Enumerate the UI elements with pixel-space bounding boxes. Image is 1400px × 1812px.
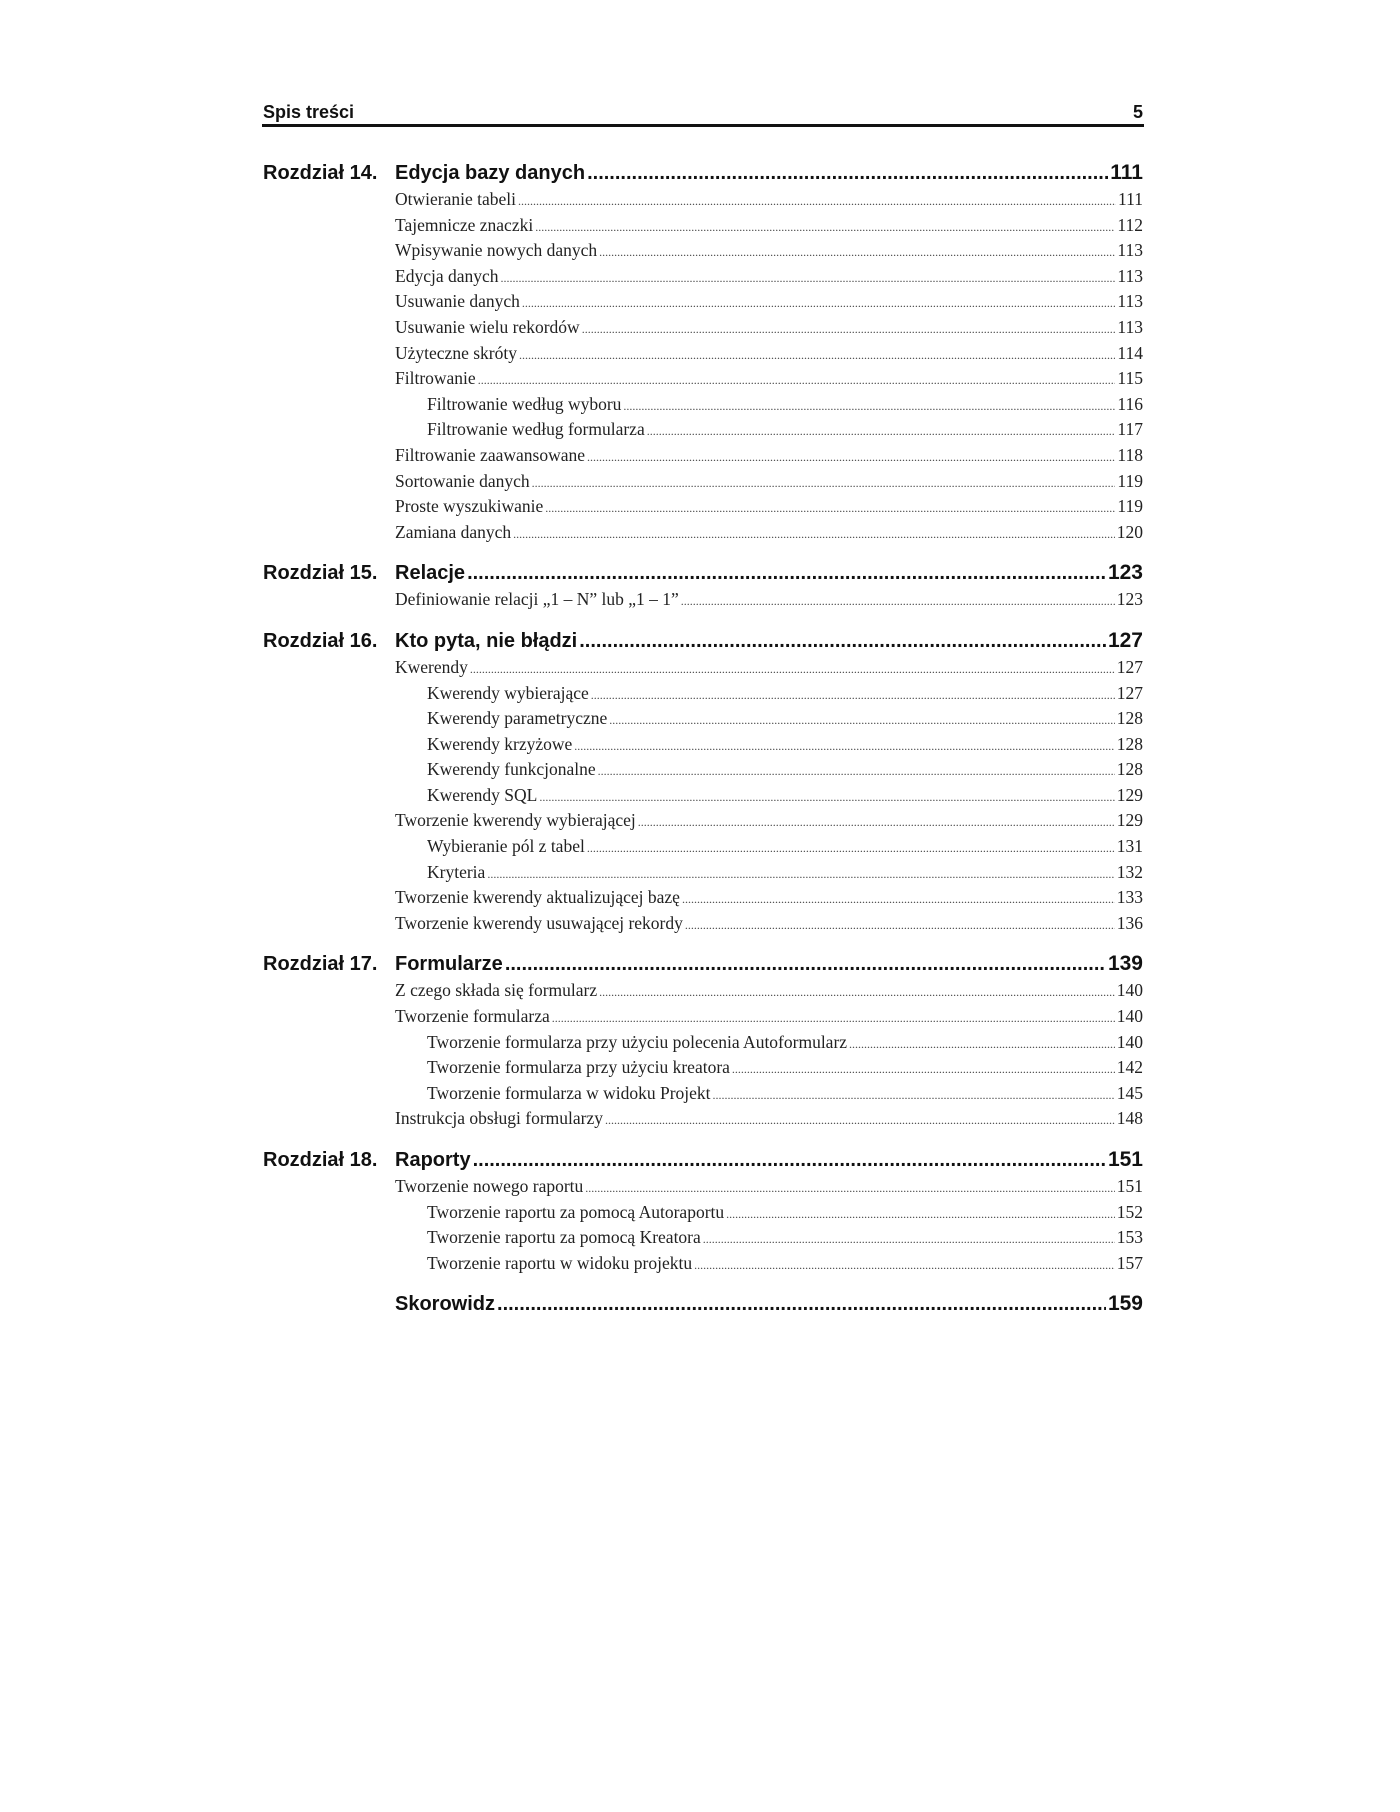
dot-leader [609,709,1115,733]
section-page-number: 118 [1117,444,1143,465]
section-title: Usuwanie wielu rekordów [395,316,580,337]
subsection-entry[interactable] [263,393,1143,419]
section-title: Tworzenie raportu w widoku projektu [427,1252,693,1273]
header-rule [262,124,1144,127]
dot-leader [681,590,1115,614]
section-page-number: 112 [1117,214,1143,235]
subsection-entry[interactable] [263,1056,1143,1082]
section-entry[interactable] [263,470,1143,496]
section-entry[interactable] [263,521,1143,547]
dot-leader [522,292,1115,316]
chapter-block [263,1145,1143,1277]
section-entry[interactable] [263,912,1143,938]
chapter-label [263,626,577,656]
subsection-entry[interactable] [263,758,1143,784]
chapter-title: Relacje [395,562,466,585]
subsection-entry[interactable] [263,1226,1143,1252]
chapter-number: Rozdział 14. [263,162,378,184]
section-title: Tworzenie formularza w widoku Projekt [427,1082,711,1103]
section-page-number: 131 [1116,836,1143,857]
chapter-entry[interactable] [263,949,1143,979]
dot-leader [713,1084,1115,1108]
subsection-entry[interactable] [263,682,1143,708]
subsection-entry[interactable] [263,1082,1143,1108]
dot-leader [487,863,1114,887]
section-title: Filtrowanie zaawansowane [395,444,585,465]
chapter-label [263,558,465,588]
section-title: Tworzenie kwerendy aktualizującej bazę [395,887,680,908]
section-page-number: 157 [1116,1252,1143,1273]
section-entry[interactable] [263,495,1143,521]
chapter-entry[interactable] [263,1289,1143,1319]
section-title: Proste wyszukiwanie [395,496,544,517]
section-page-number: 132 [1116,861,1143,882]
section-entry[interactable] [263,588,1143,614]
section-entry[interactable] [263,656,1143,682]
section-title: Instrukcja obsługi formularzy [395,1108,604,1129]
section-page-number: 140 [1116,980,1143,1001]
section-title: Kryteria [427,861,486,882]
dot-leader [598,760,1115,784]
section-entry[interactable] [263,1005,1143,1031]
section-title: Tworzenie raportu za pomocą Kreatora [427,1227,701,1248]
chapter-page-number: 127 [1107,628,1143,652]
section-title: Filtrowanie według formularza [427,419,645,440]
subsection-entry[interactable] [263,733,1143,759]
section-title: Otwieranie tabeli [395,189,516,209]
dot-leader [694,1254,1115,1278]
running-head-page-number: 5 [1132,102,1143,122]
section-title: Kwerendy funkcjonalne [427,759,596,780]
chapter-number: Rozdział 18. [263,1149,378,1171]
section-title: Tworzenie formularza [395,1006,550,1027]
chapter-block [263,949,1143,1133]
section-title: Tworzenie nowego raportu [395,1176,584,1196]
section-page-number: 119 [1117,470,1143,491]
section-entry[interactable] [263,214,1143,240]
dot-leader [532,472,1116,496]
section-entry[interactable] [263,188,1143,214]
section-page-number: 120 [1116,521,1143,542]
chapter-title: Skorowidz [395,1293,496,1316]
dot-leader [582,318,1116,342]
section-title: Z czego składa się formularz [395,980,598,1001]
section-entry[interactable] [263,290,1143,316]
dot-leader [591,684,1115,708]
chapter-entry[interactable] [263,626,1143,656]
dot-leader [599,981,1115,1005]
chapter-number: Rozdział 15. [263,562,378,585]
section-title: Użyteczne skróty [395,342,517,363]
section-page-number: 151 [1116,1176,1143,1196]
chapter-label [263,949,503,979]
chapter-block [263,558,1143,614]
chapter-title: Raporty [395,1149,471,1171]
section-entry[interactable] [263,367,1143,393]
section-title: Tworzenie kwerendy usuwającej rekordy [395,912,683,933]
section-page-number: 113 [1117,291,1143,312]
section-page-number: 117 [1117,419,1143,440]
dot-leader [703,1228,1115,1252]
chapter-page-number: 139 [1107,952,1143,976]
section-page-number: 148 [1116,1108,1143,1129]
section-page-number: 133 [1116,887,1143,908]
section-page-number: 115 [1117,368,1143,389]
dot-leader [467,558,1106,588]
section-page-number: 142 [1116,1057,1143,1078]
section-title: Definiowanie relacji „1 – N” lub „1 – 1” [395,589,679,610]
section-title: Tworzenie formularza przy użyciu polecenia Autoformularz [427,1031,848,1052]
section-page-number: 152 [1116,1201,1143,1222]
dot-leader [545,497,1115,521]
section-page-number: 153 [1116,1227,1143,1248]
dot-leader [599,241,1115,265]
section-entry[interactable] [263,886,1143,912]
subsection-entry[interactable] [263,1201,1143,1227]
section-entry[interactable] [263,979,1143,1005]
section-title: Sortowanie danych [395,470,530,491]
chapter-block [263,1289,1143,1319]
section-title: Kwerendy SQL [427,784,538,805]
section-entry[interactable] [263,265,1143,291]
dot-leader [579,626,1106,656]
section-page-number: 128 [1116,733,1143,754]
dot-leader [685,914,1115,938]
chapter-number: Rozdział 17. [263,953,378,976]
section-entry[interactable] [263,444,1143,470]
section-title: Usuwanie danych [395,291,520,312]
section-page-number: 111 [1118,189,1143,209]
dot-leader [535,216,1115,240]
dot-leader [470,658,1115,682]
subsection-entry[interactable] [263,418,1143,444]
dot-leader [585,1177,1114,1201]
chapter-number: Rozdział 16. [263,629,378,652]
dot-leader [726,1203,1115,1227]
dot-leader [513,523,1115,547]
chapter-label [263,1145,471,1175]
section-title: Tajemnicze znaczki [395,214,534,235]
chapter-entry[interactable] [263,1145,1143,1175]
dot-leader [732,1058,1115,1082]
section-title: Zamiana danych [395,521,512,542]
section-entry[interactable] [263,316,1143,342]
dot-leader [505,949,1106,979]
section-title: Tworzenie raportu za pomocą Autoraportu [427,1201,725,1222]
subsection-entry[interactable] [263,861,1143,887]
section-title: Tworzenie formularza przy użyciu kreatora [427,1057,730,1078]
section-title: Kwerendy parametryczne [427,708,608,729]
section-entry[interactable] [263,342,1143,368]
section-title: Filtrowanie [395,368,476,389]
dot-leader [647,420,1116,444]
section-page-number: 113 [1117,240,1143,261]
section-page-number: 123 [1116,589,1143,610]
dot-leader [682,888,1115,912]
dot-leader [539,786,1114,810]
section-page-number: 129 [1116,784,1143,805]
dot-leader [587,158,1108,188]
chapter-entry[interactable] [263,558,1143,588]
section-page-number: 129 [1116,810,1143,831]
chapter-title: Formularze [395,953,503,976]
chapter-title: Kto pyta, nie błądzi [395,629,578,652]
table-of-contents [263,158,1143,1331]
dot-leader [849,1033,1115,1057]
dot-leader [552,1007,1115,1031]
subsection-entry[interactable] [263,707,1143,733]
subsection-entry[interactable] [263,784,1143,810]
section-title: Filtrowanie według wyboru [427,393,622,414]
section-entry[interactable] [263,1175,1143,1201]
dot-leader [574,735,1114,759]
chapter-block [263,158,1143,546]
dot-leader [519,344,1115,368]
section-page-number: 116 [1117,393,1143,414]
section-entry[interactable] [263,809,1143,835]
section-entry[interactable] [263,1107,1143,1133]
section-title: Kwerendy krzyżowe [427,733,573,754]
running-head [263,97,1143,123]
dot-leader [473,1145,1106,1175]
chapter-label [263,1289,495,1319]
chapter-page-number: 151 [1107,1148,1143,1171]
section-page-number: 136 [1116,912,1143,933]
section-title: Kwerendy [395,656,468,677]
dot-leader [497,1289,1106,1319]
section-page-number: 140 [1116,1031,1143,1052]
section-title: Kwerendy wybierające [427,682,589,703]
section-page-number: 127 [1116,682,1143,703]
chapter-title: Edycja bazy danych [395,162,586,184]
dot-leader [501,267,1116,291]
chapter-page-number: 123 [1107,561,1143,585]
running-head-title: Spis treści [263,102,355,122]
subsection-entry[interactable] [263,1031,1143,1057]
chapter-page-number: 159 [1107,1292,1143,1316]
section-title: Wpisywanie nowych danych [395,240,598,261]
section-page-number: 113 [1117,316,1143,337]
chapter-label [263,158,585,188]
chapter-entry[interactable] [263,158,1143,188]
subsection-entry[interactable] [263,835,1143,861]
chapter-page-number: 111 [1110,161,1143,184]
section-title: Wybieranie pól z tabel [427,836,585,857]
dot-leader [478,369,1116,393]
section-page-number: 140 [1116,1006,1143,1027]
section-page-number: 145 [1116,1082,1143,1103]
section-page-number: 113 [1117,265,1143,286]
section-title: Tworzenie kwerendy wybierającej [395,810,636,831]
dot-leader [605,1109,1115,1133]
dot-leader [638,811,1115,835]
dot-leader [623,395,1115,419]
section-page-number: 119 [1117,496,1143,517]
section-entry[interactable] [263,239,1143,265]
section-page-number: 114 [1117,342,1143,363]
subsection-entry[interactable] [263,1252,1143,1278]
dot-leader [587,837,1115,861]
dot-leader [587,446,1115,470]
section-page-number: 128 [1116,708,1143,729]
section-title: Edycja danych [395,265,499,286]
dot-leader [518,190,1116,214]
section-page-number: 127 [1116,656,1143,677]
section-page-number: 128 [1116,759,1143,780]
chapter-block [263,626,1143,938]
